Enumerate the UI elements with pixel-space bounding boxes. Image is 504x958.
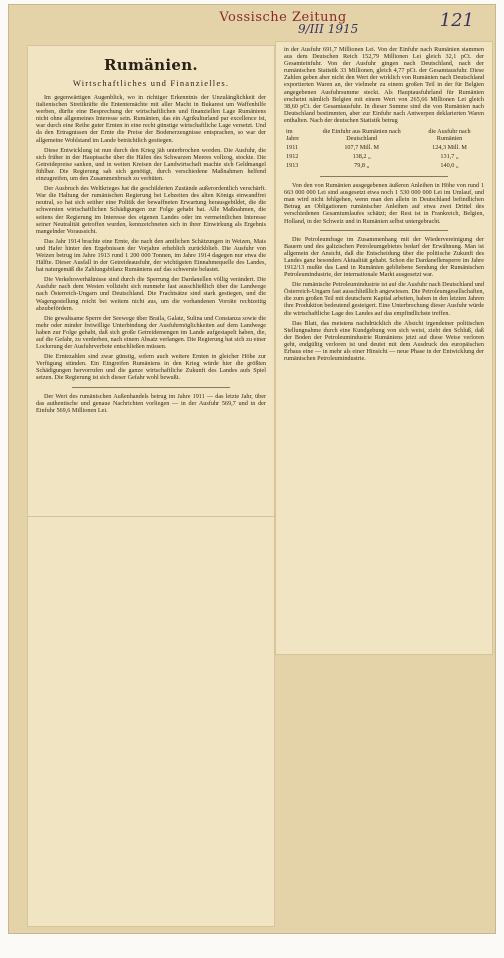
table-cell: 124,3 Mill. M <box>432 144 467 152</box>
clipping-right-column <box>276 42 492 654</box>
table-cell: 1912 <box>286 153 299 161</box>
table-cell: 138,2 „ <box>352 153 371 161</box>
table-row <box>284 152 484 161</box>
paragraph: Das Blatt, das meistens nachdrücklich die Absicht irgendeiner politischen Stellungnahme durch eine Kundgebung von sich weist, zieht den Schluß, daß der Boden der Petroleumindustrie Rumäniens jetzt auf diese Weise verloren geht, endgültig verloren ist und deutet mit dem Ausdruck des europäischen Erbaus eine — in mehr als einer Hinsicht — neue Phase in der Entwicklung der rumänischen Petroleumindustrie. <box>284 319 484 363</box>
table-cell: 79,8 „ <box>354 162 370 170</box>
table-row <box>284 143 484 152</box>
paragraph: Von den von Rumänien ausgegebenen äußeren Anleihen in Höhe von rund 1 663 000 000 Lei sind ausgesetzt etwa noch 1 530 000 000 Lei im Umlauf, und man wird nicht fehlgehen, wenn man den allein in Deutschland befindlichen Betrag an Obligationen rumänischer Anleihen auf etwa zwei Drittel des verschiedenen Gesamtumlaufes schätzt; der Rest ist in Frankreich, Belgien, Holland, in der Schweiz und in Rumänien selbst untergebracht. <box>284 182 484 225</box>
table-header: die Ausfuhr nach Rumänien <box>428 128 471 143</box>
paragraph: Der Ausbruch des Weltkrieges hat die geschilderten Zustände außerordentlich verschärft. War die Haltung der rumänischen Regierung bei Lebzeiten des alten Königs einwandfrei neutral, so hat sich seither eine Politik der bewaffneten Erwartung herausgebildet, die die schwersten wirtschaftlichen Schädigungen zur Folge gehabt hat. Alle Maßnahmen, die seitens der Regierung im Interesse des eigenen Landes oder im vermeintlichen Interesse seiner Neutralität getroffen wurden, kennzeichneten sich in ihrer Einwirkung als Ergebnis mangelnder Voraussicht. <box>36 185 266 235</box>
archive-number: 121 <box>439 10 474 31</box>
paragraph: Im gegenwärtigen Augenblick, wo in richtiger Erkenntnis der Unzulänglichkeit der italienischen Streitkräfte die Ententemächte mit aller Macht in Bukarest um Waffenhilfe werben, dürfte eine Besprechung der wirtschaftlichen und finanziellen Lage Rumäniens nicht ohne allgemeines Interesse sein. Rumänien, das ein Agrikulturland par excellence ist, war durch eine Reihe guter Ernten in eine recht günstige wirtschaftliche Lage versetzt. Und da den Ertragnissen der Ernte die Preise der Bodenerzeugnisse entsprachen, so war der allgemeine Wohlstand im Lande beträchtlich gestiegen. <box>36 94 266 144</box>
table-cell: 1911 <box>286 144 299 152</box>
paragraph: Die Erntezahlen sind zwar günstig, sofern auch weitere Ernten in gleicher Höhe zur Verfügung stünden. Ein Eingreifen Rumäniens in den Krieg würde hier die größten Schädigungen hervorrufen und die ganze wirtschaftliche Zukunft des Landes aufs Spiel setzen. Die Regierung ist sich dieser Gefahr wohl bewußt. <box>36 353 266 382</box>
handwritten-date: 9/III 1915 <box>298 22 359 36</box>
paragraph: Die gewaltsame Sperre der Seewege über Braila, Galatz, Sulina und Constanza sowie die mehr oder minder freiwillige Unterbindung der Ausfuhrmöglichkeiten auf dem Landwege haben zur Folge gehabt, daß sich große Getreidemengen im Lande aufgestapelt haben, die, auf die Gefahr, zu verderben, nach einem Absatz verlangen. Die Regierung hat sich zu einer Lockerung der Ausfuhrverbote entschließen müssen. <box>36 314 266 351</box>
section-divider <box>320 176 448 177</box>
fold-crease <box>28 516 274 517</box>
table-cell: 140,0 „ <box>440 162 459 170</box>
clipping-left-column <box>28 46 274 926</box>
table-header: die Einfuhr aus Rumänien nach Deutschland <box>322 128 401 143</box>
table-header: im Jahre <box>286 128 300 143</box>
paragraph: Das Jahr 1914 brachte eine Ernte, die nach den amtlichen Schätzungen in Weizen, Mais und Hafer hinter den Ergebnissen der Vorjahre erheblich zurückblieb. Die Ausfuhr von Weizen betrug im Jahre 1913 rund 1 200 000 Tonnen, im Jahre 1914 dagegen nur etwa die Hälfte. Dieser Ausfall in der Getreideausfuhr, der wichtigsten Einnahmequelle des Landes, hat naturgemäß die Zahlungsbilanz Rumäniens auf das schwerste belastet. <box>36 237 266 274</box>
newspaper-masthead: Vossische Zeitung <box>219 10 347 25</box>
section-divider <box>72 387 230 388</box>
paragraph: Der Wert des rumänischen Außenhandels betrug im Jahre 1911 — das letzte Jahr, über das authentische und genaue Nachrichten vorliegen — in der Ausfuhr 569,7 und in der Einfuhr 569,6 Millionen Lei. <box>36 392 266 414</box>
section-divider <box>320 230 448 231</box>
left-column-text <box>36 94 266 414</box>
article-title: Rumänien. <box>104 56 198 74</box>
paragraph: Die Petroleumfrage im Zusammenhang mit der Wiedervereinigung der Bauern und des galizischen Petroleumgebietes bedarf der Erwähnung. Man ist allgemein der Ansicht, daß die Entscheidung über die politische Zukunft des Landes ganz besonders Aktualität gehabt. Schon die Dardanellensperre im Jahre 1912/13 mußte das Land in Rumänien gebliebene Sendung der Rumänischen Petroleumindustrie, der internationale Markt ausgesetzt war. <box>284 235 484 279</box>
paragraph: Diese Entwicklung ist nun durch den Krieg jäh unterbrochen worden. Die Ausfuhr, die sich früher in der Hauptsache über die Häfen des Schwarzen Meeres vollzog, stockte. Die Getreidepreise sanken, und in weiten Kreisen der Landwirtschaft machte sich Geldmangel fühlbar. Die Regierung sah sich genötigt, durch verschiedene Maßnahmen helfend einzugreifen, um den Zusammenbruch zu verhüten. <box>36 146 266 183</box>
table-cell: 1913 <box>286 162 299 170</box>
table-cell: 131,7 „ <box>440 153 459 161</box>
trade-table <box>284 127 484 170</box>
paragraph: in der Ausfuhr 691,7 Millionen Lei. Von der Einfuhr nach Rumänien stammen aus dem Deutschen Reich 152,79 Millionen Lei gleich 32,1 pCt. der Gesamteinfuhr. Von der Ausfuhr gingen nach Deutschland, nach der rumänischen Statistik 33 Millionen, gleich 4,77 pCt. der Gesamtausfuhr. Diese Zahlen geben aber nicht den Wert der wirklich von Rumänien nach Deutschland exportierten Waren an, der vielmehr zu einem großen Teil in der für Belgien angegebenen Ausfuhrsumme steckt. Als Hauptausfuhrland für Rumänien erscheint nämlich Belgien mit einem Wert von 265,66 Millionen Lei gleich 38,60 pCt. der Gesamtausfuhr. In dieser Summe sind die von Rumänien nach Deutschland bestimmten, aber zur Einfuhr nach Antwerpen deklarierten Waren enthalten. Nach der deutschen Statistik betrug <box>284 46 484 124</box>
paragraph: Die Verkehrsverhältnisse sind durch die Sperrung der Dardanellen völlig verändert. Die Ausfuhr nach dem Westen vollzieht sich nunmehr fast ausschließlich über die Landwege nach Österreich-Ungarn und Deutschland. Die Frachtsätze sind stark gestiegen, und die Wagengestellung reicht bei weitem nicht aus, um die vorhandenen Vorräte rechtzeitig abzubefördern. <box>36 276 266 312</box>
table-cell: 107,7 Mill. M <box>344 144 380 152</box>
archive-sheet <box>8 4 496 934</box>
paragraph: Die rumänische Petroleumindustrie ist auf die Ausfuhr nach Deutschland und Österreich-Ungarn fast ausschließlich angewiesen. Die Petroleumgesellschaften, die zum großen Teil mit deutschem Kapital arbeiten, haben in den letzten Jahren ihre Produktion bedeutend gesteigert. Eine Unterbrechung dieser Ausfuhr würde die wirtschaftliche Lage des Landes auf das empfindlichste treffen. <box>284 281 484 317</box>
article-subtitle: Wirtschaftliches und Finanzielles. <box>72 78 230 88</box>
table-row <box>284 161 484 170</box>
